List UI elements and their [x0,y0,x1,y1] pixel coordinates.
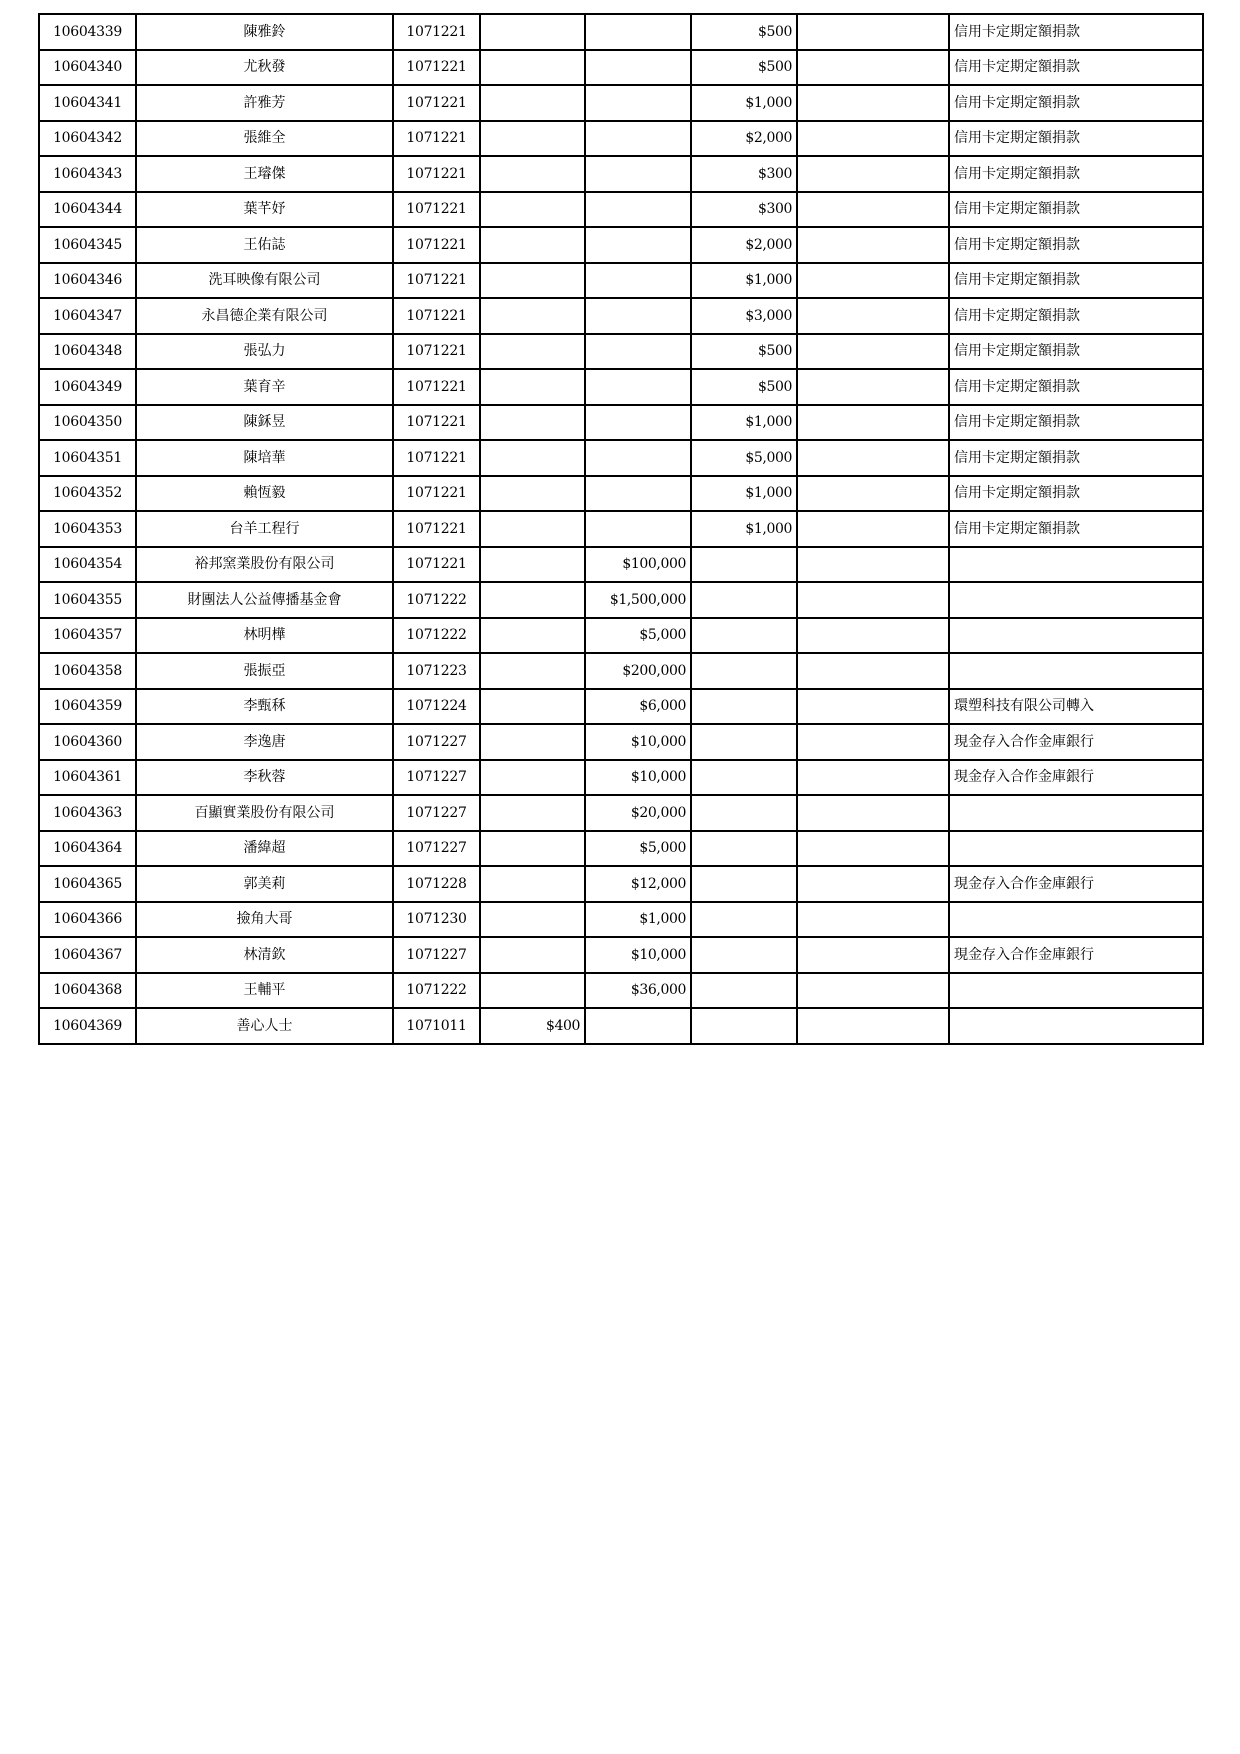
amount-col-2-cell: $10,000 [585,724,691,760]
table-row [39,547,1203,583]
table-row [39,618,1203,654]
amount-col-4-cell [797,547,949,583]
table-row [39,369,1203,405]
donation-date-cell: 1071224 [393,689,480,725]
donor-name-cell: 百顯實業股份有限公司 [136,795,393,831]
amount-col-1-cell [480,14,585,50]
donor-name-cell: 財團法人公益傳播基金會 [136,582,393,618]
amount-col-3-cell: $1,000 [691,85,797,121]
amount-col-2-cell [585,227,691,263]
amount-col-4-cell [797,263,949,299]
amount-col-2-cell [585,50,691,86]
donor-name-cell: 王璿傑 [136,156,393,192]
donation-date-cell: 1071221 [393,440,480,476]
note-cell: 信用卡定期定額捐款 [949,192,1203,228]
note-cell: 信用卡定期定額捐款 [949,14,1203,50]
amount-col-1-cell [480,298,585,334]
amount-col-3-cell [691,547,797,583]
donation-id-cell: 10604349 [39,369,136,405]
amount-col-1-cell [480,511,585,547]
note-cell: 環塑科技有限公司轉入 [949,689,1203,725]
amount-col-2-cell: $5,000 [585,618,691,654]
amount-col-3-cell [691,795,797,831]
donor-name-cell: 善心人士 [136,1008,393,1044]
donation-date-cell: 1071221 [393,50,480,86]
donation-id-cell: 10604348 [39,334,136,370]
donor-name-cell: 張維全 [136,121,393,157]
amount-col-3-cell: $300 [691,192,797,228]
table-row [39,405,1203,441]
table-row [39,476,1203,512]
donor-name-cell: 潘緯超 [136,831,393,867]
table-row [39,1008,1203,1044]
table-row [39,511,1203,547]
amount-col-2-cell: $1,000 [585,902,691,938]
amount-col-1-cell [480,50,585,86]
donor-name-cell: 陳培華 [136,440,393,476]
note-cell: 信用卡定期定額捐款 [949,50,1203,86]
donor-name-cell: 王輔平 [136,973,393,1009]
amount-col-2-cell [585,511,691,547]
donation-id-cell: 10604364 [39,831,136,867]
amount-col-4-cell [797,653,949,689]
amount-col-3-cell: $2,000 [691,227,797,263]
amount-col-2-cell [585,405,691,441]
note-cell: 信用卡定期定額捐款 [949,156,1203,192]
amount-col-1-cell [480,689,585,725]
table-row [39,795,1203,831]
donation-id-cell: 10604345 [39,227,136,263]
table-row [39,14,1203,50]
table-row [39,973,1203,1009]
amount-col-2-cell: $20,000 [585,795,691,831]
amount-col-4-cell [797,582,949,618]
amount-col-2-cell: $200,000 [585,653,691,689]
donation-id-cell: 10604339 [39,14,136,50]
amount-col-2-cell [585,476,691,512]
amount-col-3-cell [691,973,797,1009]
donation-id-cell: 10604361 [39,760,136,796]
amount-col-4-cell [797,405,949,441]
amount-col-1-cell [480,937,585,973]
note-cell: 信用卡定期定額捐款 [949,440,1203,476]
note-cell: 信用卡定期定額捐款 [949,298,1203,334]
amount-col-3-cell [691,618,797,654]
amount-col-1-cell [480,866,585,902]
donation-id-cell: 10604358 [39,653,136,689]
amount-col-1-cell [480,760,585,796]
table-row [39,50,1203,86]
donor-name-cell: 陳鉌昱 [136,405,393,441]
donation-id-cell: 10604357 [39,618,136,654]
donation-date-cell: 1071221 [393,476,480,512]
donation-date-cell: 1071227 [393,724,480,760]
amount-col-3-cell [691,582,797,618]
donor-name-cell: 台羊工程行 [136,511,393,547]
note-cell: 現金存入合作金庫銀行 [949,937,1203,973]
donation-id-cell: 10604347 [39,298,136,334]
donation-date-cell: 1071221 [393,121,480,157]
amount-col-2-cell [585,298,691,334]
amount-col-3-cell: $500 [691,14,797,50]
amount-col-1-cell [480,192,585,228]
amount-col-4-cell [797,973,949,1009]
amount-col-2-cell [585,334,691,370]
table-row [39,298,1203,334]
donation-id-cell: 10604344 [39,192,136,228]
amount-col-4-cell [797,156,949,192]
note-cell [949,618,1203,654]
amount-col-1-cell: $400 [480,1008,585,1044]
table-row [39,653,1203,689]
amount-col-4-cell [797,689,949,725]
amount-col-3-cell [691,724,797,760]
donor-name-cell: 許雅芳 [136,85,393,121]
table-row [39,334,1203,370]
amount-col-3-cell [691,937,797,973]
amount-col-4-cell [797,1008,949,1044]
amount-col-2-cell: $6,000 [585,689,691,725]
amount-col-4-cell [797,866,949,902]
amount-col-2-cell: $10,000 [585,937,691,973]
donor-name-cell: 張弘力 [136,334,393,370]
donation-date-cell: 1071221 [393,156,480,192]
donation-date-cell: 1071221 [393,298,480,334]
table-row [39,902,1203,938]
amount-col-1-cell [480,476,585,512]
donor-name-cell: 陳雅鈴 [136,14,393,50]
donation-id-cell: 10604352 [39,476,136,512]
donation-date-cell: 1071221 [393,14,480,50]
amount-col-3-cell: $500 [691,50,797,86]
amount-col-4-cell [797,192,949,228]
amount-col-2-cell: $36,000 [585,973,691,1009]
donation-date-cell: 1071227 [393,795,480,831]
note-cell [949,831,1203,867]
donation-id-cell: 10604367 [39,937,136,973]
amount-col-1-cell [480,405,585,441]
donor-name-cell: 裕邦窯業股份有限公司 [136,547,393,583]
table-row [39,192,1203,228]
amount-col-1-cell [480,831,585,867]
amount-col-3-cell: $500 [691,334,797,370]
donation-id-cell: 10604368 [39,973,136,1009]
table-row [39,831,1203,867]
note-cell: 信用卡定期定額捐款 [949,263,1203,299]
amount-col-1-cell [480,227,585,263]
amount-col-4-cell [797,121,949,157]
donation-id-cell: 10604366 [39,902,136,938]
donation-id-cell: 10604346 [39,263,136,299]
donor-name-cell: 葉芊妤 [136,192,393,228]
donation-id-cell: 10604355 [39,582,136,618]
donation-id-cell: 10604354 [39,547,136,583]
amount-col-3-cell: $3,000 [691,298,797,334]
amount-col-4-cell [797,50,949,86]
donor-name-cell: 王佑誌 [136,227,393,263]
amount-col-4-cell [797,334,949,370]
amount-col-3-cell: $300 [691,156,797,192]
note-cell [949,653,1203,689]
note-cell [949,547,1203,583]
donor-name-cell: 撿角大哥 [136,902,393,938]
table-row [39,689,1203,725]
donor-name-cell: 尤秋發 [136,50,393,86]
amount-col-2-cell [585,440,691,476]
donor-name-cell: 永昌德企業有限公司 [136,298,393,334]
amount-col-1-cell [480,156,585,192]
table-row [39,937,1203,973]
donor-name-cell: 林清欽 [136,937,393,973]
donation-date-cell: 1071227 [393,831,480,867]
amount-col-1-cell [480,724,585,760]
donation-id-cell: 10604341 [39,85,136,121]
table-row [39,263,1203,299]
table-body [39,14,1203,1044]
donation-table [38,13,1204,1045]
note-cell [949,582,1203,618]
table-row [39,866,1203,902]
amount-col-2-cell [585,369,691,405]
amount-col-3-cell [691,653,797,689]
amount-col-4-cell [797,937,949,973]
amount-col-1-cell [480,369,585,405]
amount-col-2-cell [585,85,691,121]
donation-id-cell: 10604353 [39,511,136,547]
table-row [39,760,1203,796]
donor-name-cell: 賴恆毅 [136,476,393,512]
amount-col-2-cell: $5,000 [585,831,691,867]
donation-date-cell: 1071221 [393,334,480,370]
donation-id-cell: 10604342 [39,121,136,157]
table-row [39,227,1203,263]
donation-id-cell: 10604340 [39,50,136,86]
note-cell [949,795,1203,831]
note-cell: 信用卡定期定額捐款 [949,476,1203,512]
table-row [39,582,1203,618]
note-cell: 信用卡定期定額捐款 [949,369,1203,405]
amount-col-3-cell [691,1008,797,1044]
donation-date-cell: 1071221 [393,405,480,441]
amount-col-4-cell [797,831,949,867]
note-cell: 信用卡定期定額捐款 [949,405,1203,441]
amount-col-3-cell: $5,000 [691,440,797,476]
note-cell [949,902,1203,938]
amount-col-1-cell [480,653,585,689]
donation-date-cell: 1071227 [393,760,480,796]
amount-col-3-cell: $1,000 [691,405,797,441]
donor-name-cell: 張振亞 [136,653,393,689]
donation-date-cell: 1071221 [393,192,480,228]
amount-col-3-cell [691,866,797,902]
note-cell: 現金存入合作金庫銀行 [949,724,1203,760]
donor-name-cell: 李秋蓉 [136,760,393,796]
amount-col-4-cell [797,85,949,121]
table-row [39,121,1203,157]
note-cell [949,1008,1203,1044]
note-cell: 現金存入合作金庫銀行 [949,760,1203,796]
donation-id-cell: 10604351 [39,440,136,476]
amount-col-3-cell [691,689,797,725]
amount-col-3-cell: $500 [691,369,797,405]
amount-col-2-cell: $1,500,000 [585,582,691,618]
amount-col-3-cell: $1,000 [691,511,797,547]
donation-date-cell: 1071227 [393,937,480,973]
amount-col-2-cell [585,1008,691,1044]
note-cell: 現金存入合作金庫銀行 [949,866,1203,902]
amount-col-1-cell [480,547,585,583]
donation-date-cell: 1071221 [393,547,480,583]
donor-name-cell: 林明樺 [136,618,393,654]
donation-id-cell: 10604359 [39,689,136,725]
amount-col-4-cell [797,476,949,512]
note-cell [949,973,1203,1009]
amount-col-4-cell [797,298,949,334]
donation-date-cell: 1071221 [393,263,480,299]
table-row [39,724,1203,760]
amount-col-2-cell [585,192,691,228]
amount-col-2-cell: $10,000 [585,760,691,796]
donation-date-cell: 1071230 [393,902,480,938]
donation-date-cell: 1071221 [393,369,480,405]
amount-col-1-cell [480,902,585,938]
donor-name-cell: 李甄秝 [136,689,393,725]
donor-name-cell: 洗耳映像有限公司 [136,263,393,299]
amount-col-2-cell: $100,000 [585,547,691,583]
note-cell: 信用卡定期定額捐款 [949,121,1203,157]
table-row [39,85,1203,121]
donation-date-cell: 1071223 [393,653,480,689]
amount-col-4-cell [797,795,949,831]
amount-col-3-cell: $2,000 [691,121,797,157]
amount-col-4-cell [797,440,949,476]
donation-date-cell: 1071222 [393,618,480,654]
amount-col-1-cell [480,334,585,370]
note-cell: 信用卡定期定額捐款 [949,227,1203,263]
note-cell: 信用卡定期定額捐款 [949,85,1203,121]
donation-date-cell: 1071221 [393,511,480,547]
donation-id-cell: 10604360 [39,724,136,760]
amount-col-4-cell [797,14,949,50]
donation-date-cell: 1071221 [393,227,480,263]
amount-col-1-cell [480,795,585,831]
amount-col-3-cell: $1,000 [691,476,797,512]
donor-name-cell: 郭美莉 [136,866,393,902]
amount-col-1-cell [480,440,585,476]
amount-col-4-cell [797,511,949,547]
amount-col-3-cell [691,760,797,796]
amount-col-4-cell [797,618,949,654]
donation-date-cell: 1071222 [393,582,480,618]
donation-id-cell: 10604343 [39,156,136,192]
donor-name-cell: 葉育辛 [136,369,393,405]
amount-col-4-cell [797,724,949,760]
amount-col-2-cell [585,263,691,299]
donation-id-cell: 10604350 [39,405,136,441]
table-row [39,156,1203,192]
donation-id-cell: 10604363 [39,795,136,831]
amount-col-4-cell [797,369,949,405]
amount-col-2-cell [585,121,691,157]
amount-col-1-cell [480,85,585,121]
amount-col-1-cell [480,582,585,618]
amount-col-3-cell [691,902,797,938]
amount-col-1-cell [480,263,585,299]
amount-col-2-cell [585,14,691,50]
donor-name-cell: 李逸唐 [136,724,393,760]
amount-col-1-cell [480,618,585,654]
note-cell: 信用卡定期定額捐款 [949,334,1203,370]
donation-date-cell: 1071222 [393,973,480,1009]
donation-id-cell: 10604369 [39,1008,136,1044]
amount-col-3-cell [691,831,797,867]
amount-col-2-cell: $12,000 [585,866,691,902]
donation-date-cell: 1071228 [393,866,480,902]
donation-date-cell: 1071011 [393,1008,480,1044]
amount-col-2-cell [585,156,691,192]
note-cell: 信用卡定期定額捐款 [949,511,1203,547]
amount-col-4-cell [797,227,949,263]
amount-col-1-cell [480,121,585,157]
amount-col-4-cell [797,902,949,938]
amount-col-1-cell [480,973,585,1009]
donation-id-cell: 10604365 [39,866,136,902]
amount-col-3-cell: $1,000 [691,263,797,299]
donation-date-cell: 1071221 [393,85,480,121]
amount-col-4-cell [797,760,949,796]
table-row [39,440,1203,476]
